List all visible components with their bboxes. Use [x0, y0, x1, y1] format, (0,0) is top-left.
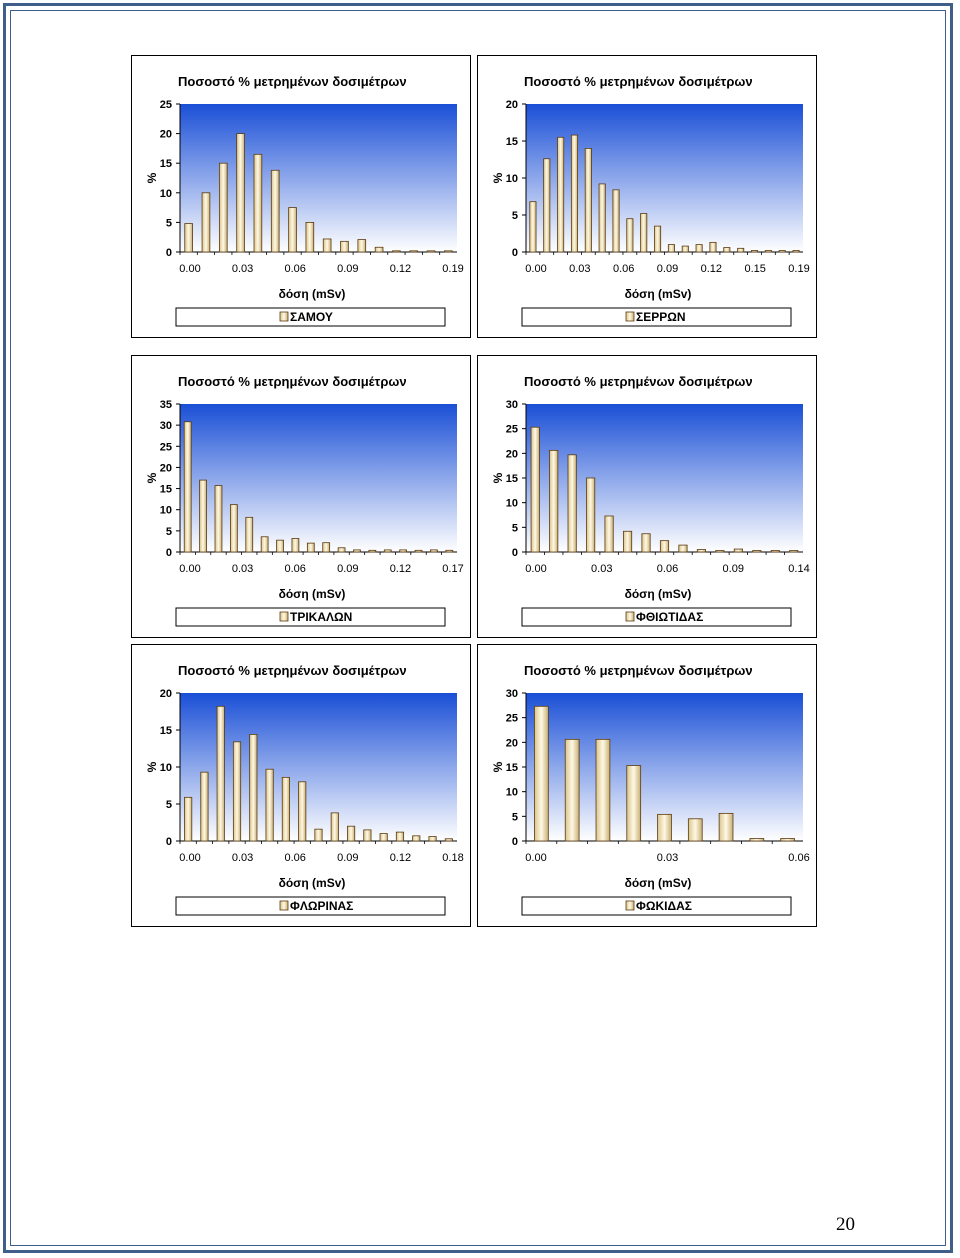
chart-title: Ποσοστό % μετρημένων δοσιμέτρων	[178, 74, 407, 89]
y-tick-label: 20	[505, 448, 518, 461]
y-tick-label: 25	[159, 99, 172, 111]
bar	[596, 739, 610, 841]
bar	[323, 239, 331, 252]
bar	[531, 427, 539, 552]
bar	[654, 226, 660, 252]
x-tick-label: 0.03	[231, 852, 254, 864]
bar	[429, 837, 436, 841]
bar	[246, 517, 253, 552]
x-tick-label: 0.06	[284, 852, 306, 864]
y-tick-label: 10	[505, 173, 518, 185]
x-tick-label: 0.12	[389, 852, 412, 864]
x-tick-label: 0.00	[525, 852, 547, 864]
y-tick-label: 15	[505, 136, 518, 148]
x-axis-label: δόση (mSv)	[278, 587, 346, 601]
y-tick-label: 5	[165, 525, 172, 538]
bar	[184, 422, 191, 552]
y-tick-label: 30	[159, 420, 172, 433]
bar	[734, 549, 742, 552]
bar	[534, 706, 548, 841]
y-tick-label: 15	[159, 725, 172, 737]
y-axis-label: %	[491, 761, 505, 773]
legend-label: ΣΕΡΡΩΝ	[636, 310, 686, 324]
x-tick-label: 0.12	[700, 263, 723, 275]
y-tick-label: 35	[159, 399, 172, 411]
bar	[410, 251, 418, 252]
legend-label: ΣΑΜΟΥ	[290, 310, 333, 324]
y-tick-label: 5	[511, 811, 518, 824]
bar	[641, 214, 647, 252]
x-tick-label: 0.03	[231, 263, 254, 275]
y-tick-label: 25	[505, 712, 518, 725]
bar	[627, 766, 641, 841]
bar	[341, 241, 349, 252]
bar	[753, 551, 761, 552]
bar	[202, 193, 210, 252]
bar	[331, 813, 338, 841]
y-tick-label: 0	[165, 836, 172, 848]
bar	[568, 455, 576, 552]
y-axis-label: %	[145, 172, 159, 184]
page-number: 20	[836, 1214, 855, 1235]
bar	[289, 208, 297, 252]
x-tick-label: 0.06	[284, 563, 306, 575]
bar	[679, 545, 687, 552]
bar	[724, 248, 730, 252]
bar	[271, 170, 279, 252]
bar	[384, 550, 391, 552]
bar	[380, 834, 387, 841]
y-axis-label: %	[491, 172, 505, 184]
bar	[307, 543, 314, 552]
y-tick-label: 5	[165, 799, 172, 811]
bar	[430, 550, 437, 552]
x-tick-label: 0.09	[656, 263, 679, 275]
bar	[306, 222, 314, 252]
bar	[697, 550, 705, 552]
x-tick-label: 0.09	[337, 852, 359, 864]
plot-area	[526, 404, 803, 552]
chart-fokidas	[477, 644, 817, 927]
bar	[323, 543, 330, 552]
legend-label: ΦΩΚΙΔΑΣ	[636, 899, 692, 913]
x-tick-label: 0.00	[179, 563, 201, 575]
y-tick-label: 5	[165, 217, 172, 230]
bar	[201, 772, 208, 841]
bar	[446, 550, 453, 552]
bar	[184, 797, 191, 841]
legend-swatch	[280, 312, 288, 321]
chart-title: Ποσοστό % μετρημένων δοσιμέτρων	[524, 374, 753, 389]
y-tick-label: 5	[511, 522, 518, 535]
bar	[369, 550, 376, 552]
x-tick-label: 0.03	[591, 563, 613, 575]
chart-fthiotidas	[477, 355, 817, 638]
bar	[292, 538, 299, 552]
bar	[400, 550, 407, 552]
x-tick-label: 0.06	[656, 563, 679, 575]
bar	[623, 531, 631, 552]
y-tick-label: 15	[505, 762, 518, 774]
bar	[315, 829, 322, 841]
chart-samou	[131, 55, 471, 338]
x-tick-label: 0.00	[525, 263, 547, 275]
bar	[710, 242, 716, 252]
legend-swatch	[280, 612, 288, 621]
x-axis-label: δόση (mSv)	[278, 876, 346, 890]
y-tick-label: 20	[505, 737, 518, 750]
x-tick-label: 0.19	[442, 263, 464, 275]
bar	[415, 550, 422, 552]
y-tick-label: 15	[159, 158, 172, 171]
bar	[393, 251, 401, 252]
bar	[413, 836, 420, 841]
bar	[771, 551, 779, 552]
chart-title: Ποσοστό % μετρημένων δοσιμέτρων	[524, 663, 753, 678]
y-tick-label: 20	[159, 128, 172, 141]
x-tick-label: 0.12	[389, 263, 412, 275]
x-tick-label: 0.18	[442, 852, 464, 864]
x-tick-label: 0.03	[656, 852, 679, 864]
bar	[793, 251, 799, 252]
y-tick-label: 20	[159, 462, 172, 475]
x-tick-label: 0.09	[722, 563, 744, 575]
bar	[790, 551, 798, 552]
x-tick-label: 0.17	[442, 563, 464, 575]
bar	[233, 742, 240, 841]
x-axis-label: δόση (mSv)	[624, 587, 692, 601]
bar	[627, 219, 633, 252]
bar	[682, 246, 688, 252]
y-axis-label: %	[145, 472, 159, 484]
x-axis-label: δόση (mSv)	[624, 876, 692, 890]
bar	[550, 450, 558, 552]
bar	[396, 832, 403, 841]
chart-serron	[477, 55, 817, 338]
bar	[688, 819, 702, 841]
bar	[299, 782, 306, 841]
bar	[261, 537, 268, 552]
bar	[427, 251, 435, 252]
legend-swatch	[280, 901, 288, 910]
y-tick-label: 15	[505, 473, 518, 485]
y-tick-label: 30	[505, 399, 518, 411]
bar	[642, 534, 650, 552]
bar	[544, 159, 550, 252]
y-tick-label: 15	[159, 483, 172, 496]
y-tick-label: 25	[159, 441, 172, 454]
chart-title: Ποσοστό % μετρημένων δοσιμέτρων	[524, 74, 753, 89]
bar	[558, 137, 564, 252]
legend-swatch	[626, 312, 634, 321]
x-tick-label: 0.12	[389, 563, 412, 575]
chart-florinas	[131, 644, 471, 927]
bar	[585, 148, 591, 252]
y-axis-label: %	[145, 761, 159, 773]
x-tick-label: 0.14	[788, 563, 810, 575]
plot-area	[526, 104, 803, 252]
y-tick-label: 10	[159, 187, 172, 200]
bar	[250, 734, 257, 841]
bar	[215, 486, 222, 552]
y-tick-label: 25	[505, 423, 518, 436]
bar	[230, 505, 237, 552]
y-tick-label: 20	[505, 99, 518, 111]
bar	[219, 163, 227, 252]
bar	[781, 839, 795, 841]
legend-label: ΦΘΙΩΤΙΔΑΣ	[636, 610, 704, 624]
bar	[586, 478, 594, 552]
bar	[445, 839, 452, 841]
bar	[599, 184, 605, 252]
x-tick-label: 0.03	[231, 563, 254, 575]
bar	[605, 516, 613, 552]
y-axis-label: %	[491, 472, 505, 484]
bar	[750, 839, 764, 841]
bar	[338, 548, 345, 552]
bar	[719, 813, 733, 841]
y-tick-label: 10	[505, 786, 518, 799]
x-axis-label: δόση (mSv)	[278, 287, 346, 301]
x-axis-label: δόση (mSv)	[624, 287, 692, 301]
legend-label: ΤΡΙΚΑΛΩΝ	[290, 610, 353, 624]
x-tick-label: 0.06	[284, 263, 306, 275]
x-tick-label: 0.03	[569, 263, 591, 275]
bar	[200, 480, 207, 552]
x-tick-label: 0.15	[744, 263, 766, 275]
y-tick-label: 0	[511, 547, 518, 559]
bar	[571, 135, 577, 252]
x-tick-label: 0.00	[179, 263, 201, 275]
x-tick-label: 0.00	[179, 852, 201, 864]
bar	[354, 550, 361, 552]
legend-swatch	[626, 901, 634, 910]
bar	[254, 154, 262, 252]
y-tick-label: 10	[159, 762, 172, 774]
bar	[266, 769, 273, 841]
y-tick-label: 10	[505, 497, 518, 510]
x-tick-label: 0.06	[612, 263, 635, 275]
bar	[277, 540, 284, 552]
x-tick-label: 0.06	[788, 852, 810, 864]
x-tick-label: 0.09	[337, 263, 359, 275]
bar	[613, 190, 619, 252]
y-tick-label: 0	[511, 247, 518, 259]
y-tick-label: 0	[165, 547, 172, 559]
y-tick-label: 5	[511, 210, 518, 222]
x-tick-label: 0.09	[337, 563, 359, 575]
legend-label: ΦΛΩΡΙΝΑΣ	[290, 899, 354, 913]
bar	[282, 777, 289, 841]
chart-trikalon	[131, 355, 471, 638]
bar	[696, 245, 702, 252]
y-tick-label: 0	[165, 247, 172, 259]
bar	[237, 134, 245, 252]
bar	[217, 706, 224, 841]
y-tick-label: 20	[159, 688, 172, 700]
bar	[779, 251, 785, 252]
chart-title: Ποσοστό % μετρημένων δοσιμέτρων	[178, 663, 407, 678]
bar	[660, 541, 668, 552]
legend-swatch	[626, 612, 634, 621]
bar	[375, 247, 383, 252]
bar	[364, 830, 371, 841]
bar	[668, 245, 674, 252]
bar	[716, 551, 724, 552]
bar	[765, 251, 771, 252]
x-tick-label: 0.00	[525, 563, 547, 575]
bar	[738, 248, 744, 252]
bar	[658, 814, 672, 841]
bar	[444, 251, 452, 252]
bar	[751, 251, 757, 252]
y-tick-label: 0	[511, 836, 518, 848]
x-tick-label: 0.19	[788, 263, 810, 275]
bar	[530, 202, 536, 252]
y-tick-label: 10	[159, 504, 172, 517]
bar	[565, 739, 579, 841]
bar	[185, 224, 193, 252]
chart-title: Ποσοστό % μετρημένων δοσιμέτρων	[178, 374, 407, 389]
y-tick-label: 30	[505, 688, 518, 700]
bar	[358, 240, 366, 252]
bar	[347, 826, 354, 841]
